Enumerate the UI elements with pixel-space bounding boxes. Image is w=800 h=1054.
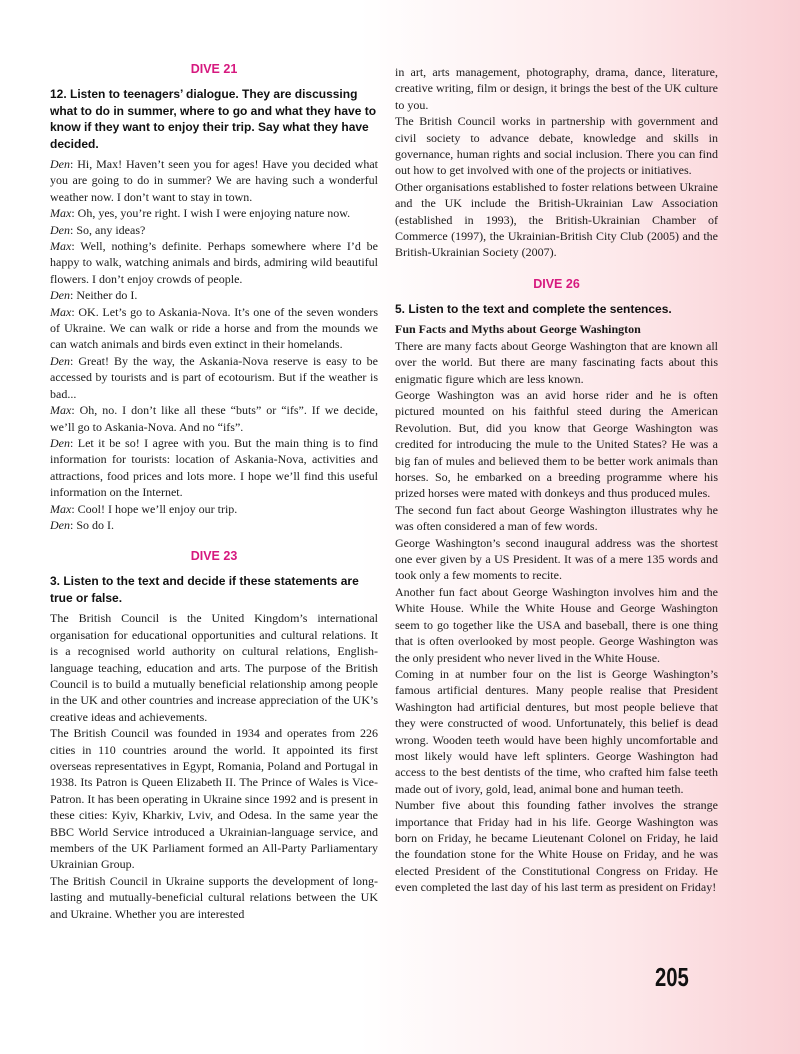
paragraph: Number five about this founding father involves the strange importance that Friday had in his life. George Washington was born on Friday, he became Lieutenant Colonel on Friday, he laid the foundation stone for the White House on Friday, and he was elected President of the Constitutional Congress on Friday. He even completed the last day of his last term as president on Friday! bbox=[395, 798, 718, 895]
dialogue-text: Well, nothing’s definite. Perhaps somewhere where I’d be happy to walk, watching animals and birds, admiring wild beautiful flowers. I don’t enjoy crowds of people. bbox=[50, 239, 379, 286]
speaker: Den bbox=[50, 288, 70, 303]
speaker: Max bbox=[50, 501, 72, 516]
dive-23-heading: DIVE 23 bbox=[190, 549, 238, 564]
dive-26-task: 5. Listen to the text and complete the sentences. bbox=[395, 301, 672, 316]
speaker: Den bbox=[50, 353, 70, 368]
page-number: 205 bbox=[655, 962, 689, 992]
paragraph: The second fun fact about George Washington illustrates why he was often considered a man of few words. bbox=[395, 502, 718, 534]
dialogue-text: Let it be so! I agree with you. But the main thing is to find information for tourists: location of Askania-Nova, activities and attractions, food prices and lots more. I hope we’ll find this useful information on the Internet. bbox=[50, 435, 378, 500]
dialogue-text: Hi, Max! Haven’t seen you for ages! Have you decided what you are going to do in summer? We are having such a wonderful weather now. I don’t want to stay in town. bbox=[50, 157, 378, 204]
dive-23-task: 3. Listen to the text and decide if these statements are true or false. bbox=[50, 574, 359, 605]
spacer bbox=[395, 261, 718, 277]
dialogue-line: Max: Oh, yes, you’re right. I wish I were enjoying nature now. bbox=[50, 206, 351, 221]
paragraph: The British Council works in partnership with government and civil society to advance debate, knowledge and skills in governance, human rights and social inclusion. There you can find out how to get involved with one of the projects or initiatives. bbox=[395, 114, 718, 178]
dialogue-line: Den: Neither do I. bbox=[50, 288, 138, 303]
dialogue-text: So do I. bbox=[76, 517, 115, 532]
paragraph: There are many facts about George Washington that are known all over the world. But there are many fascinating facts about this enigmatic figure which are less known. bbox=[395, 338, 718, 386]
left-column bbox=[50, 62, 378, 922]
paragraph: The British Council is the United Kingdom’s international organisation for educational opportunities and cultural relations. It is a recognised world authority on cultural relations, English-language teaching, education and arts. The purpose of the British Council is to build a mutually beneficial relationship among people in the UK and other countries and increase appreciation of the UK’s creative ideas and achievements. bbox=[50, 611, 378, 724]
right-column bbox=[395, 64, 718, 896]
dive-26-heading: DIVE 26 bbox=[533, 276, 580, 291]
paragraph: The British Council was founded in 1934 and operates from 226 cities in 110 countries around the world. It appointed its first overseas representatives in Egypt, Romania, Poland and Portugal in 1938. Its Patron is Queen Elizabeth II. The Prince of Wales is Vice-Patron. It has been operating in Ukraine since 1992 and is present in these cities: Kyiv, Kharkiv, Lviv, and Odesa. In the same year the BBC World Service introduced a Ukrainian-language service, and members of the UK Parliament formed an All-Party Parliamentary Ukrainian Group. bbox=[50, 726, 378, 872]
paragraph: George Washington’s second inaugural address was the shortest one ever given by a US President. It was of a mere 135 words and took only a few moments to recite. bbox=[395, 535, 718, 583]
speaker: Max bbox=[50, 206, 72, 221]
dialogue-line: Den: Let it be so! I agree with you. But the main thing is to find information for tourists: location of Askania-Nova, activities and attractions, food prices and lots more. I hope we’ll find this useful information on the Internet. bbox=[50, 435, 378, 500]
paragraph: Another fun fact about George Washington involves him and the White House. While the White House and George Washington seem to go together like the USA and baseball, there is one thing that is often overlooked by most people. George Washington was the only president who never lived in the White House. bbox=[395, 584, 718, 665]
dialogue-text: Cool! I hope we’ll enjoy our trip. bbox=[77, 501, 238, 516]
dialogue-text: Oh, yes, you’re right. I wish I were enjoying nature now. bbox=[77, 206, 351, 221]
dialogue-text: Neither do I. bbox=[76, 288, 138, 303]
dialogue-line: Max: Oh, no. I don’t like all these “buts” or “ifs”. If we decide, we’ll go to Askania-Nova. And no “ifs”. bbox=[50, 403, 378, 434]
speaker: Max bbox=[50, 304, 72, 319]
speaker: Max bbox=[50, 403, 72, 418]
dialogue-text: Great! By the way, the Askania-Nova reserve is easy to be accessed by tourists and is part of ecotourism. But if the weather is bad... bbox=[50, 353, 378, 401]
dialogue-text: So, any ideas? bbox=[76, 222, 146, 237]
dialogue-line: Den: So, any ideas? bbox=[50, 222, 146, 237]
dive-21-heading: DIVE 21 bbox=[190, 62, 238, 76]
speaker: Max bbox=[50, 239, 72, 254]
dialogue-text: Oh, no. I don’t like all these “buts” or “ifs”. If we decide, we’ll go to Askania-Nova. And no “ifs”. bbox=[50, 403, 378, 434]
article-title: Fun Facts and Myths about George Washington bbox=[395, 322, 641, 337]
dialogue bbox=[50, 156, 378, 533]
dialogue-line: Max: Well, nothing’s definite. Perhaps somewhere where I’d be happy to walk, watching animals and birds, admiring wild beautiful flowers. I don’t enjoy crowds of people. bbox=[50, 239, 379, 286]
paragraph: in art, arts management, photography, drama, dance, literature, creative writing, film or design, it brings the best of the UK culture to you. bbox=[395, 65, 718, 112]
speaker: Den bbox=[50, 517, 70, 532]
dialogue-line: Max: OK. Let’s go to Askania-Nova. It’s one of the seven wonders of Ukraine. We can walk or ride a horse and from the mounds we can watch animals and birds even extinct in their homelands. bbox=[50, 304, 378, 352]
paragraph: Coming in at number four on the list is George Washington’s famous artificial dentures. Many people realise that President Washington had artificial dentures, but most people believe that they were constructed of wood. Unfortunately, this belief is dead wrong. Wooden teeth would have been highly uncomfortable and most likely would have left splinters. George Washington had access to the best dentists of the time, who crafted him false teeth made out of ivory, gold, lead, animal bone and human teeth. bbox=[395, 666, 718, 796]
paragraph: George Washington was an avid horse rider and he is often pictured mounted on his faithful steed during the American Revolution. But, did you know that George Washington was credited for introducing the mule to the United States? He was a big fan of mules and believed them to be better work animals than horses. So, he embarked on a breeding programme where his prized horses were mated with donkeys and thus produced mules. bbox=[395, 388, 718, 501]
dialogue-line: Den: Hi, Max! Haven’t seen you for ages! Have you decided what you are going to do in summer? We are having such a wonderful weather now. I don’t want to stay in town. bbox=[50, 157, 378, 204]
spacer bbox=[50, 533, 378, 549]
dialogue-line: Den: Great! By the way, the Askania-Nova reserve is easy to be accessed by tourists and is part of ecotourism. But if the weather is bad... bbox=[50, 353, 378, 401]
dialogue-line: Max: Cool! I hope we’ll enjoy our trip. bbox=[50, 501, 238, 516]
speaker: Den bbox=[50, 435, 70, 450]
dive-21-task: 12. Listen to teenagers’ dialogue. They are discussing what to do in summer, where to go and what they have to know if they want to enjoy their trip. Say what they have decided. bbox=[50, 87, 377, 151]
speaker: Den bbox=[50, 222, 70, 237]
dialogue-line: Den: So do I. bbox=[50, 517, 115, 532]
paragraph: The British Council in Ukraine supports the development of long-lasting and mutually-beneficial cultural relations between the UK and Ukraine. Whether you are interested bbox=[50, 873, 378, 921]
paragraph: Other organisations established to foster relations between Ukraine and the UK include the British-Ukrainian Law Association (established in 1993), the British-Ukrainian Chamber of Commerce (1997), the Ukrainian-British City Club (2005) and the British-Ukrainian Society (2007). bbox=[395, 179, 718, 260]
dialogue-text: OK. Let’s go to Askania-Nova. It’s one of the seven wonders of Ukraine. We can walk or ride a horse and from the mounds we can watch animals and birds even extinct in their homelands. bbox=[50, 304, 378, 352]
speaker: Den bbox=[50, 157, 70, 171]
